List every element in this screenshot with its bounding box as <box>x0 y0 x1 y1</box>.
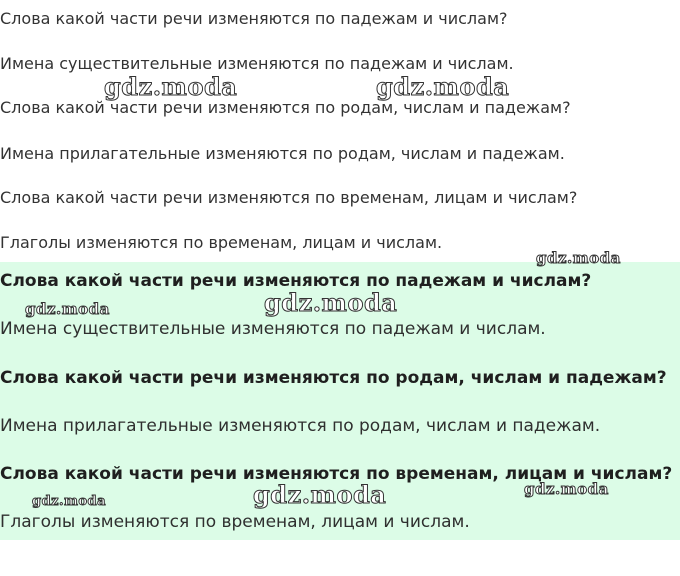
question-text: Слова какой части речи изменяются по падежам и числам? <box>0 271 592 291</box>
watermark: gdz.moda <box>376 72 510 101</box>
answer-text: Имена существительные изменяются по падежам и числам. <box>0 54 514 73</box>
watermark: gdz.moda <box>25 300 110 318</box>
question-text: Слова какой части речи изменяются по падежам и числам? <box>0 9 508 28</box>
watermark: gdz.moda <box>104 72 238 101</box>
question-text: Слова какой части речи изменяются по родам, числам и падежам? <box>0 98 571 117</box>
question-text: Слова какой части речи изменяются по родам, числам и падежам? <box>0 368 667 388</box>
answer-text: Имена прилагательные изменяются по родам, числам и падежам. <box>0 416 601 436</box>
question-text: Слова какой части речи изменяются по временам, лицам и числам? <box>0 464 673 484</box>
watermark: gdz.moda <box>253 480 387 509</box>
watermark: gdz.moda <box>524 480 609 498</box>
watermark: gdz.moda <box>264 288 398 317</box>
answer-text: Глаголы изменяются по временам, лицам и числам. <box>0 233 443 252</box>
question-text: Слова какой части речи изменяются по временам, лицам и числам? <box>0 188 578 207</box>
watermark: gdz.moda <box>32 494 107 509</box>
watermark: gdz.moda <box>536 249 621 267</box>
answer-text: Имена прилагательные изменяются по родам, числам и падежам. <box>0 144 565 163</box>
answer-text: Глаголы изменяются по временам, лицам и числам. <box>0 512 470 532</box>
answer-text: Имена существительные изменяются по падежам и числам. <box>0 319 546 339</box>
